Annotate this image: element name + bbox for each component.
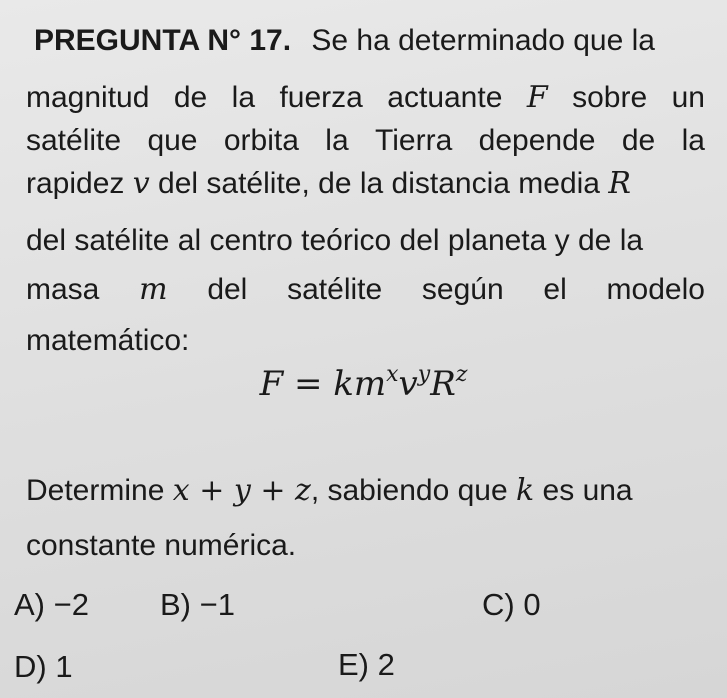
option-b[interactable]: B) −1	[160, 587, 235, 622]
word: de	[173, 81, 208, 114]
word: magnitud	[26, 81, 150, 114]
variable-m: m	[139, 272, 168, 307]
word: Determine	[26, 474, 165, 507]
question-line-6	[26, 271, 705, 309]
question-text-1: Se ha determinado que la	[311, 24, 655, 57]
instruction-text-2: constante numérica.	[26, 529, 297, 562]
option-c[interactable]: C) 0	[482, 587, 541, 622]
instruction-math: x + y + z	[172, 473, 311, 508]
formula-lhs: F = km	[259, 364, 387, 404]
instruction-line-2	[26, 527, 705, 565]
word: actuante	[387, 81, 503, 114]
exponent-x: x	[386, 361, 399, 387]
option-a[interactable]: A) −2	[14, 587, 89, 622]
formula-v: v	[398, 364, 418, 404]
question-line-4	[26, 165, 705, 203]
word: la	[325, 124, 349, 157]
question-text-7: matemático:	[26, 324, 190, 357]
question-line-1	[34, 22, 705, 60]
word: Tierra	[375, 124, 453, 157]
question-text-4: del satélite, de la distancia media	[158, 167, 600, 200]
option-d[interactable]: D) 1	[14, 649, 73, 684]
word: la	[681, 124, 705, 157]
word: rapidez	[26, 167, 125, 200]
instruction-line-1	[26, 472, 705, 510]
word: satélite	[287, 273, 383, 306]
word: orbita	[223, 124, 299, 157]
variable-f: F	[526, 80, 548, 115]
word: de	[621, 124, 656, 157]
word: sobre	[572, 81, 648, 114]
question-line-5	[26, 222, 705, 260]
word: masa	[26, 273, 100, 306]
word: del	[207, 273, 248, 306]
question-label: PREGUNTA N° 17.	[34, 24, 292, 57]
word: el	[543, 273, 567, 306]
question-line-3	[26, 122, 705, 160]
option-e[interactable]: E) 2	[338, 647, 395, 682]
exponent-z: z	[455, 361, 468, 387]
variable-v: v	[132, 166, 150, 201]
word: modelo	[606, 273, 705, 306]
word: fuerza	[279, 81, 363, 114]
question-line-7	[26, 322, 705, 360]
formula	[0, 362, 727, 406]
word: satélite	[26, 124, 122, 157]
question-line-2	[26, 79, 705, 117]
exponent-y: y	[417, 361, 431, 387]
instruction-text: es una	[542, 474, 633, 507]
word: depende	[478, 124, 596, 157]
variable-k: k	[516, 473, 535, 508]
question-text-5: del satélite al centro teórico del planeta y de la	[26, 224, 644, 257]
word: un	[671, 81, 705, 114]
word: la	[231, 81, 256, 114]
formula-r: R	[430, 364, 456, 404]
variable-r: R	[608, 166, 631, 201]
instruction-text: , sabiendo que	[310, 474, 508, 507]
word: según	[421, 273, 504, 306]
word: que	[147, 124, 198, 157]
